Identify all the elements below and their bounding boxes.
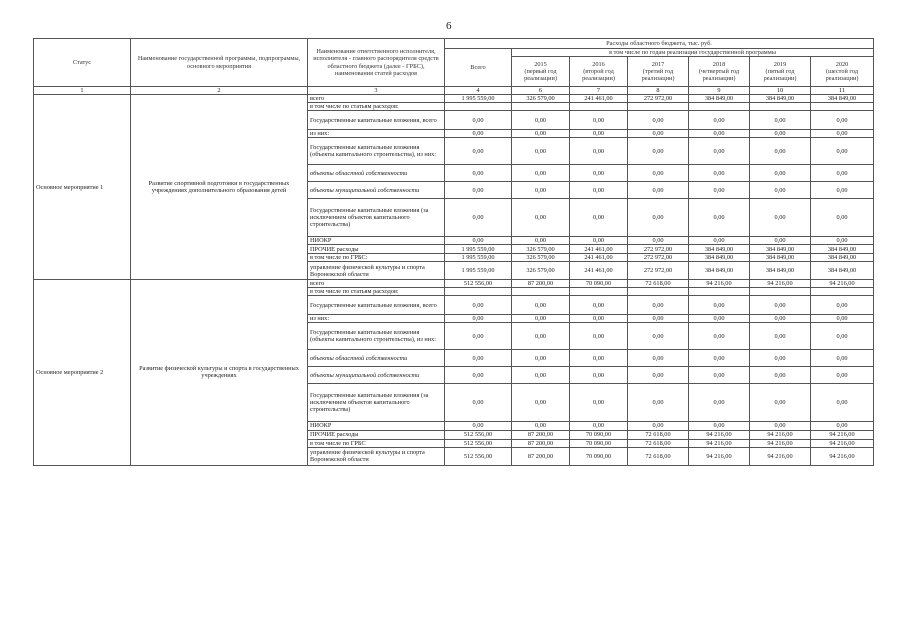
- expense-label-cell: всего: [308, 280, 445, 288]
- value-cell: 272 972,00: [628, 254, 689, 262]
- value-cell: 0,00: [512, 182, 570, 199]
- value-cell: 70 090,00: [570, 430, 628, 439]
- value-cell: 0,00: [570, 182, 628, 199]
- value-cell: 0,00: [689, 315, 750, 323]
- value-cell: 326 579,00: [512, 254, 570, 262]
- value-cell: 72 618,00: [628, 439, 689, 447]
- value-cell: 72 618,00: [628, 280, 689, 288]
- value-cell: 384 849,00: [811, 95, 874, 103]
- value-cell: 94 216,00: [689, 280, 750, 288]
- column-number: 7: [570, 87, 628, 95]
- column-number: 9: [689, 87, 750, 95]
- page-number: 6: [446, 20, 452, 32]
- value-cell: 0,00: [811, 165, 874, 182]
- value-cell: 0,00: [445, 182, 512, 199]
- value-cell: 0,00: [750, 367, 811, 384]
- value-cell: 0,00: [750, 182, 811, 199]
- header-year: [750, 57, 811, 87]
- value-cell: 0,00: [445, 367, 512, 384]
- value-cell: 0,00: [512, 130, 570, 138]
- value-cell: 94 216,00: [689, 439, 750, 447]
- value-cell: 0,00: [512, 199, 570, 237]
- value-cell: 72 618,00: [628, 447, 689, 465]
- column-number-row: [34, 87, 874, 95]
- value-cell: 0,00: [628, 130, 689, 138]
- value-cell: 87 200,00: [512, 447, 570, 465]
- header-year: [811, 57, 874, 87]
- value-cell: 384 849,00: [689, 262, 750, 280]
- value-cell: 0,00: [750, 111, 811, 130]
- value-cell: 326 579,00: [512, 262, 570, 280]
- value-cell: 0,00: [750, 165, 811, 182]
- program-name-cell: Развитие физической культуры и спорта в государственных учреждениях: [131, 280, 308, 465]
- value-cell: 0,00: [628, 182, 689, 199]
- year-number: 2015: [534, 60, 547, 68]
- column-number: 3: [308, 87, 445, 95]
- status-cell: Основное мероприятие 2: [34, 280, 131, 465]
- value-cell: 384 849,00: [689, 245, 750, 254]
- value-cell: 0,00: [445, 384, 512, 422]
- value-cell: 0,00: [445, 237, 512, 245]
- value-cell: [512, 288, 570, 296]
- expense-label-cell: Государственные капитальные вложения, всего: [308, 111, 445, 130]
- value-cell: 0,00: [811, 199, 874, 237]
- value-cell: 0,00: [811, 138, 874, 165]
- value-cell: 241 461,00: [570, 95, 628, 103]
- value-cell: [445, 288, 512, 296]
- expense-label-cell: НИОКР: [308, 422, 445, 430]
- value-cell: 512 556,00: [445, 280, 512, 288]
- value-cell: 0,00: [811, 384, 874, 422]
- header-year: [570, 57, 628, 87]
- value-cell: 0,00: [445, 111, 512, 130]
- value-cell: 0,00: [512, 367, 570, 384]
- expense-label-cell: объекты областной собственности: [308, 165, 445, 182]
- column-number: 2: [131, 87, 308, 95]
- value-cell: 94 216,00: [689, 447, 750, 465]
- header-year: [512, 57, 570, 87]
- expense-label-cell: в том числе по статьям расходов:: [308, 288, 445, 296]
- value-cell: 94 216,00: [811, 439, 874, 447]
- value-cell: 70 090,00: [570, 280, 628, 288]
- year-label: (шестой год реализации): [825, 68, 859, 83]
- value-cell: 0,00: [689, 422, 750, 430]
- value-cell: 0,00: [750, 237, 811, 245]
- value-cell: 0,00: [750, 296, 811, 315]
- value-cell: 0,00: [750, 199, 811, 237]
- value-cell: 0,00: [445, 199, 512, 237]
- value-cell: 0,00: [689, 165, 750, 182]
- value-cell: 0,00: [628, 111, 689, 130]
- value-cell: 0,00: [570, 350, 628, 367]
- value-cell: 0,00: [570, 296, 628, 315]
- value-cell: 241 461,00: [570, 245, 628, 254]
- value-cell: 0,00: [689, 130, 750, 138]
- expense-label-cell: объекты муниципальной собственности: [308, 182, 445, 199]
- value-cell: 0,00: [512, 296, 570, 315]
- value-cell: 0,00: [570, 111, 628, 130]
- value-cell: 1 995 559,00: [445, 262, 512, 280]
- value-cell: 0,00: [811, 422, 874, 430]
- value-cell: 272 972,00: [628, 245, 689, 254]
- value-cell: [570, 288, 628, 296]
- value-cell: 384 849,00: [811, 245, 874, 254]
- value-cell: 272 972,00: [628, 262, 689, 280]
- value-cell: 0,00: [811, 315, 874, 323]
- value-cell: 0,00: [628, 199, 689, 237]
- value-cell: 384 849,00: [750, 262, 811, 280]
- column-number: 4: [445, 87, 512, 95]
- value-cell: 87 200,00: [512, 430, 570, 439]
- value-cell: 0,00: [445, 315, 512, 323]
- value-cell: 0,00: [570, 138, 628, 165]
- header-name: Наименование государственной программы, подпрограммы, основного мероприятия: [131, 39, 308, 87]
- value-cell: 0,00: [628, 138, 689, 165]
- value-cell: 384 849,00: [811, 254, 874, 262]
- expense-label-cell: Государственные капитальные вложения (объекты капитального строительства), из них:: [308, 323, 445, 350]
- expense-label-cell: Государственные капитальные вложения, всего: [308, 296, 445, 315]
- value-cell: 0,00: [750, 350, 811, 367]
- value-cell: 87 200,00: [512, 439, 570, 447]
- value-cell: 94 216,00: [750, 430, 811, 439]
- status-cell: Основное мероприятие 1: [34, 95, 131, 280]
- value-cell: [628, 288, 689, 296]
- value-cell: 0,00: [750, 130, 811, 138]
- header-expenses: Расходы областного бюджета, тыс. руб.: [445, 39, 874, 49]
- value-cell: [689, 103, 750, 111]
- value-cell: 384 849,00: [750, 245, 811, 254]
- value-cell: 0,00: [512, 384, 570, 422]
- value-cell: 0,00: [445, 296, 512, 315]
- value-cell: 0,00: [570, 237, 628, 245]
- value-cell: [689, 288, 750, 296]
- expense-label-cell: Государственные капитальные вложения (за исключением объектов капитального строительства): [308, 384, 445, 422]
- program-name-cell: Развитие спортивной подготовки в государственных учреждениях дополнительного образования детей: [131, 95, 308, 280]
- value-cell: 0,00: [570, 323, 628, 350]
- column-number: 6: [512, 87, 570, 95]
- value-cell: 512 556,00: [445, 430, 512, 439]
- year-number: 2018: [712, 60, 726, 68]
- value-cell: 326 579,00: [512, 245, 570, 254]
- expense-label-cell: управление физической культуры и спорта Воронежской области: [308, 262, 445, 280]
- value-cell: 0,00: [512, 323, 570, 350]
- value-cell: 94 216,00: [750, 280, 811, 288]
- value-cell: 0,00: [689, 296, 750, 315]
- column-number: 8: [628, 87, 689, 95]
- value-cell: 0,00: [512, 315, 570, 323]
- value-cell: 0,00: [570, 165, 628, 182]
- value-cell: [570, 103, 628, 111]
- value-cell: [628, 103, 689, 111]
- year-number: 2016: [592, 60, 605, 68]
- value-cell: 0,00: [570, 367, 628, 384]
- expense-label-cell: ПРОЧИЕ расходы: [308, 245, 445, 254]
- value-cell: 72 618,00: [628, 430, 689, 439]
- value-cell: [811, 288, 874, 296]
- value-cell: 0,00: [628, 165, 689, 182]
- year-label: (первый год реализации): [524, 68, 557, 83]
- value-cell: 0,00: [689, 237, 750, 245]
- value-cell: 0,00: [628, 350, 689, 367]
- year-number: 2020: [835, 60, 849, 68]
- value-cell: 0,00: [689, 182, 750, 199]
- value-cell: 0,00: [689, 384, 750, 422]
- value-cell: 94 216,00: [811, 430, 874, 439]
- value-cell: 0,00: [512, 422, 570, 430]
- value-cell: 0,00: [811, 296, 874, 315]
- value-cell: 0,00: [811, 111, 874, 130]
- value-cell: 0,00: [811, 350, 874, 367]
- value-cell: 0,00: [628, 422, 689, 430]
- value-cell: 0,00: [811, 237, 874, 245]
- value-cell: 512 556,00: [445, 447, 512, 465]
- header-row: [34, 39, 874, 49]
- value-cell: 0,00: [628, 367, 689, 384]
- value-cell: 0,00: [750, 138, 811, 165]
- budget-table: [33, 38, 874, 466]
- value-cell: 0,00: [512, 111, 570, 130]
- value-cell: 1 995 559,00: [445, 254, 512, 262]
- value-cell: 0,00: [811, 130, 874, 138]
- value-cell: 94 216,00: [689, 430, 750, 439]
- column-number: 11: [811, 87, 874, 95]
- value-cell: 0,00: [811, 182, 874, 199]
- value-cell: 1 995 559,00: [445, 95, 512, 103]
- value-cell: 94 216,00: [750, 447, 811, 465]
- value-cell: 0,00: [445, 422, 512, 430]
- expense-label-cell: в том числе по ГРБС: [308, 439, 445, 447]
- value-cell: 0,00: [445, 350, 512, 367]
- table-row: [34, 280, 874, 288]
- value-cell: 384 849,00: [689, 254, 750, 262]
- value-cell: 0,00: [570, 130, 628, 138]
- value-cell: 384 849,00: [750, 95, 811, 103]
- value-cell: 0,00: [512, 350, 570, 367]
- expense-label-cell: объекты муниципальной собственности: [308, 367, 445, 384]
- value-cell: 0,00: [512, 165, 570, 182]
- year-number: 2017: [651, 60, 665, 68]
- value-cell: 0,00: [570, 199, 628, 237]
- value-cell: 0,00: [689, 323, 750, 350]
- value-cell: 0,00: [445, 165, 512, 182]
- header-total: Всего: [445, 49, 512, 87]
- expense-label-cell: Государственные капитальные вложения (за исключением объектов капитального строительства): [308, 199, 445, 237]
- expense-label-cell: НИОКР: [308, 237, 445, 245]
- header-executor: Наименование ответственного исполнителя, исполнителя - главного распорядителя средств областного бюджета (далее - ГРБС), наименования статей расходов: [308, 39, 445, 87]
- value-cell: 0,00: [512, 138, 570, 165]
- value-cell: 0,00: [811, 367, 874, 384]
- expense-label-cell: всего: [308, 95, 445, 103]
- value-cell: 0,00: [445, 130, 512, 138]
- value-cell: 0,00: [750, 384, 811, 422]
- value-cell: 0,00: [628, 296, 689, 315]
- value-cell: [811, 103, 874, 111]
- value-cell: 94 216,00: [811, 447, 874, 465]
- value-cell: 0,00: [750, 422, 811, 430]
- value-cell: 0,00: [445, 138, 512, 165]
- value-cell: 384 849,00: [750, 254, 811, 262]
- value-cell: 70 090,00: [570, 439, 628, 447]
- value-cell: 272 972,00: [628, 95, 689, 103]
- value-cell: [750, 103, 811, 111]
- value-cell: 241 461,00: [570, 262, 628, 280]
- expense-label-cell: из них:: [308, 315, 445, 323]
- value-cell: 70 090,00: [570, 447, 628, 465]
- value-cell: [445, 103, 512, 111]
- value-cell: 384 849,00: [811, 262, 874, 280]
- value-cell: [750, 288, 811, 296]
- year-label: (четвертый год реализации): [698, 68, 740, 83]
- year-number: 2019: [773, 60, 787, 68]
- value-cell: [512, 103, 570, 111]
- value-cell: 0,00: [512, 237, 570, 245]
- value-cell: 0,00: [570, 422, 628, 430]
- value-cell: 241 461,00: [570, 254, 628, 262]
- value-cell: 1 995 559,00: [445, 245, 512, 254]
- value-cell: 0,00: [628, 384, 689, 422]
- header-by-years: в том числе по годам реализации государственной программы: [512, 49, 874, 57]
- expense-label-cell: Государственные капитальные вложения (объекты капитального строительства), из них:: [308, 138, 445, 165]
- expense-label-cell: ПРОЧИЕ расходы: [308, 430, 445, 439]
- value-cell: 0,00: [750, 315, 811, 323]
- value-cell: 0,00: [689, 111, 750, 130]
- value-cell: 0,00: [570, 384, 628, 422]
- expense-label-cell: объекты областной собственности: [308, 350, 445, 367]
- value-cell: 0,00: [628, 323, 689, 350]
- value-cell: 0,00: [628, 237, 689, 245]
- header-year: [628, 57, 689, 87]
- year-label: (пятый год реализации): [763, 68, 797, 83]
- value-cell: 0,00: [750, 323, 811, 350]
- year-label: (третий год реализации): [641, 68, 675, 83]
- value-cell: 0,00: [628, 315, 689, 323]
- value-cell: 0,00: [689, 138, 750, 165]
- column-number: 1: [34, 87, 131, 95]
- column-number: 10: [750, 87, 811, 95]
- value-cell: 0,00: [811, 323, 874, 350]
- expense-label-cell: управление физической культуры и спорта Воронежской области: [308, 447, 445, 465]
- value-cell: 87 200,00: [512, 280, 570, 288]
- value-cell: 0,00: [689, 367, 750, 384]
- value-cell: 512 556,00: [445, 439, 512, 447]
- value-cell: 94 216,00: [811, 280, 874, 288]
- year-label: (второй год реализации): [582, 68, 615, 83]
- expense-label-cell: в том числе по статьям расходов:: [308, 103, 445, 111]
- expense-label-cell: из них:: [308, 130, 445, 138]
- value-cell: 326 579,00: [512, 95, 570, 103]
- value-cell: 0,00: [445, 323, 512, 350]
- header-status: Статус: [34, 39, 131, 87]
- table-row: [34, 95, 874, 103]
- header-year: [689, 57, 750, 87]
- value-cell: 0,00: [689, 350, 750, 367]
- value-cell: 0,00: [689, 199, 750, 237]
- value-cell: 94 216,00: [750, 439, 811, 447]
- value-cell: 384 849,00: [689, 95, 750, 103]
- expense-label-cell: в том числе по ГРБС:: [308, 254, 445, 262]
- value-cell: 0,00: [570, 315, 628, 323]
